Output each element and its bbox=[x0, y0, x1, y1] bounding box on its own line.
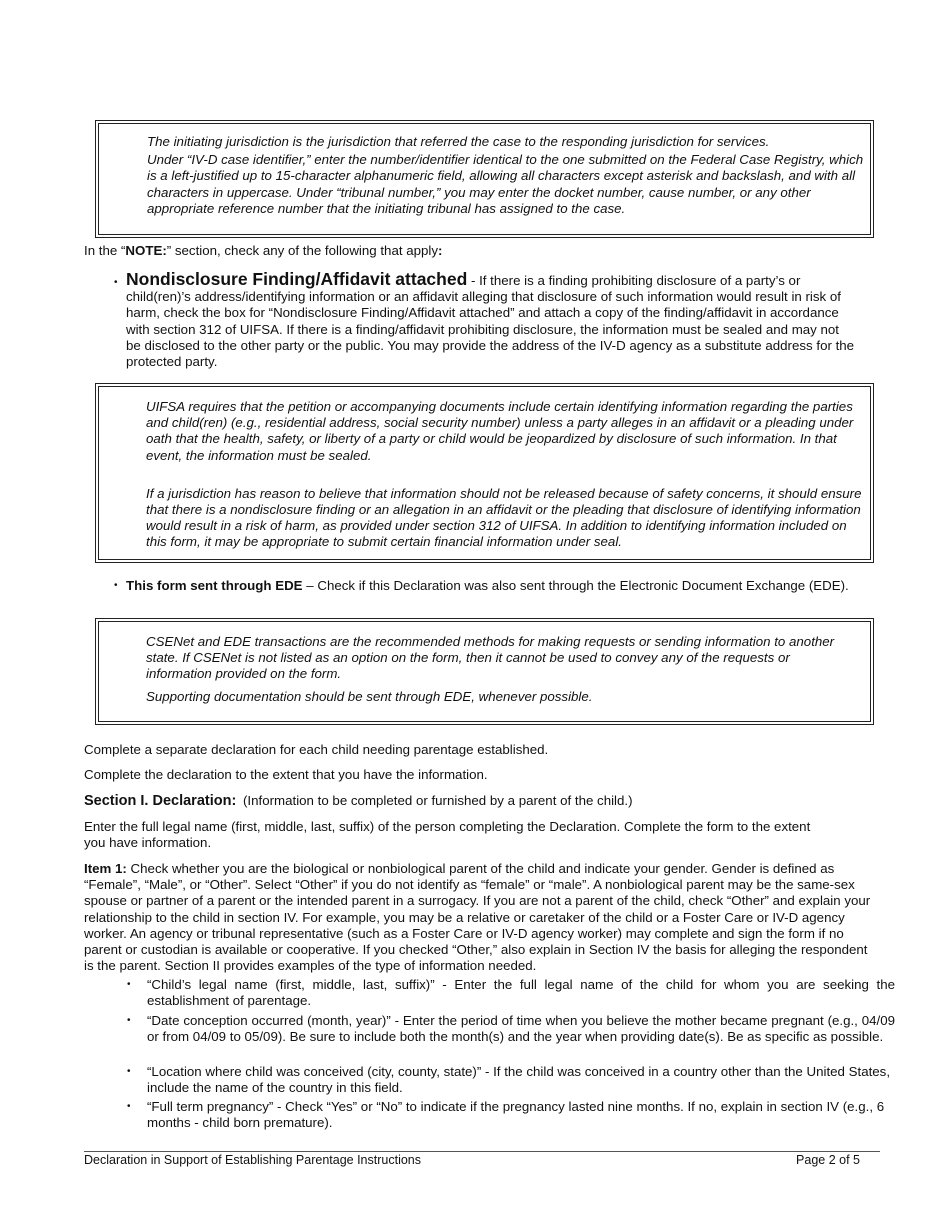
item-1-label: Item 1: bbox=[84, 861, 127, 876]
bullet-dot: • bbox=[114, 580, 118, 591]
footer-title: Declaration in Support of Establishing Parentage Instructions bbox=[84, 1153, 421, 1167]
box1-paragraph-2: Under “IV-D case identifier,” enter the number/identifier identical to the one submitted on the Federal Case Registry, which is a left-justified up to 15-character alphanumeric field, allowing all characters except asterisk and backslash, and with all characters in uppercase. Under “tribunal number,” you may enter the docket number, cause number, or any other appropriate reference number that the initiating tribunal has assigned to the case. bbox=[147, 152, 864, 216]
box2-paragraph-1: UIFSA requires that the petition or accompanying documents include certain identifying information regarding the parties and child(ren) (e.g., residential address, social security number) unless a party alleges in an affidavit or a pleading under oath that the health, safety, or liberty of a party or child would be jeopardized by disclosure of such information. In that event, the information must be sealed. bbox=[146, 399, 854, 463]
box1-paragraph-1: The initiating jurisdiction is the jurisdiction that referred the case to the responding jurisdiction for services. bbox=[147, 134, 770, 149]
enter-full-name-instruction: Enter the full legal name (first, middle, last, suffix) of the person completing the Declaration. Complete the form to the extent you have information. bbox=[84, 819, 811, 851]
document-page: The initiating jurisdiction is the jurisdiction that referred the case to the responding jurisdiction for services. Under “IV-D case identifier,” enter the number/identifier identical to the one submitted on the Federal Case Registry, which is a left-justified up to 15-character alphanumeric field, allowing all characters except asterisk and backslash, and with all characters in uppercase. Under “tribunal number,” you may enter the docket number, cause number, or any other appropriate reference number that the initiating tribunal has assigned to the case. In the “NOTE:” section, check any of the following that apply: • Nondisclosure Finding/Affidavit attached - If there is a finding prohibiting disclosure of a party’s or child(ren)’s address/identifying information or an affidavit alleging that disclosure of such information would result in risk of harm, check the box for “Nondisclosure Finding/Affidavit attached” and attach a copy of the finding/affidavit in accordance with section 312 of UIFSA. If there is a finding/affidavit prohibiting disclosure, the information must be sealed and may not be disclosed to the other party or the public. You may provide the address of the IV-D agency as a substitute address for the protected party. UIFSA requires that the petition or accompanying documents include certain identifying information regarding the parties and child(ren) (e.g., residential address, social security number) unless a party alleges in an affidavit or a pleading under oath that the health, safety, or liberty of a party or child would be jeopardized by disclosure of such information. In that event, the information must be sealed. If a jurisdiction has reason to believe that information should not be released because of safety concerns, it should ensure that there is a nondisclosure finding or an allegation in an affidavit or the pleading that disclosure of identifying information would result in a risk of harm, as provided under section 312 of UIFSA. In addition to identifying information included on this form, it may be appropriate to submit certain financial information under seal. • This form sent through EDE – Check if this Declaration was also sent through the Electronic Document Exchange (EDE). CSENet and EDE transactions are the recommended methods for making requests or sending information to another state. If CSENet is not listed as an option on the form, then it cannot be used to convey any of the requests or information provided on the form. Supporting documentation should be sent through EDE, whenever possible. Complete a separate declaration for each child needing parentage established. Complete the declaration to the extent that you have the information. Section I. Declaration: (Information to be completed or furnished by a parent of the child.) Enter the full legal name (first, middle, last, suffix) of the person completing the Declaration. Complete the form to the extent you have information. Item 1: Check whether you are the biological or nonbiological parent of the child and indicate your gender. Gender is defined as “Female”, “Male”, or “Other”. Select “Other” if you do not identify as “female” or “male”. A nonbiological parent may be the same-sex spouse or partner of a parent or the intended parent in a surrogacy. If you are not a parent of the child, check “Other” and explain your relationship to the child in section IV. For example, you may be a relative or caretaker of the child or a Foster Care or IV-D agency worker. An agency or tribunal representative (such as a Foster Care or IV-D agency worker) may complete and sign the form if no parent or custodian is available or cooperative. If you checked “Other,” also explain in Section IV the basis for alleging the respondent is the parent. Section II provides examples of the type of information needed. • “Child’s legal name (first, middle, last, suffix)” - Enter the full legal name of the child for whom you are seeking the establishment of parentage. • “Date conception occurred (month, year)” - Enter the period of time when you believe the mother became pregnant (e.g., 04/09 or from 04/09 to 05/09). Be sure to include both the month(s) and the year when providing date(s). Be as specific as possible. • “Location where child was conceived (city, county, state)” - If the child was conceived in a country other than the United States, include the name of the country in this field. • “Full term pregnancy” - Check “Yes” or “No” to indicate if the pregnancy lasted nine months. If no, explain in section IV (e.g., 6 months - child born premature). Declaration in Support of Establishing Parentage Instructions Page 2 of 5 bbox=[0, 0, 950, 1230]
note-section-intro: In the “NOTE:” section, check any of the following that apply: bbox=[84, 243, 443, 258]
box3-paragraph-2: Supporting documentation should be sent through EDE, whenever possible. bbox=[146, 688, 593, 704]
ede-text: – Check if this Declaration was also sent through the Electronic Document Exchange (EDE). bbox=[302, 578, 849, 593]
box3-paragraph-1: CSENet and EDE transactions are the recommended methods for making requests or sending information to another state. If CSENet is not listed as an option on the form, then it cannot be used to convey any of the requests or information provided on the form. bbox=[146, 634, 835, 682]
nondisclosure-title: Nondisclosure Finding/Affidavit attached bbox=[126, 269, 468, 289]
instruction-separate-declaration: Complete a separate declaration for each child needing parentage established. bbox=[84, 742, 549, 757]
bullet-dot: • bbox=[114, 277, 118, 288]
section-1-title: Section I. Declaration: bbox=[84, 793, 237, 809]
nondisclosure-text: - If there is a finding prohibiting disclosure of a party’s or child(ren)’s address/identifying information or an affidavit alleging that disclosure of such information would result in risk of harm, check the box for “Nondisclosure Finding/Affidavit attached” and attach a copy of the finding/affidavit in accordance with section 312 of UIFSA. If there is a finding/affidavit prohibiting disclosure, the information must be sealed and may not be disclosed to the other party or the public. You may provide the address of the IV-D agency as a substitute address for the protected party. bbox=[126, 273, 855, 370]
item-1-paragraph bbox=[84, 861, 880, 974]
note-box-uifsa bbox=[95, 383, 874, 563]
instruction-extent: Complete the declaration to the extent that you have the information. bbox=[84, 767, 488, 782]
box2-paragraph-2: If a jurisdiction has reason to believe that information should not be released because of safety concerns, it should ensure that there is a nondisclosure finding or an allegation in an affidavit or the pleading that disclosure of identifying information would result in a risk of harm, as provided under section 312 of UIFSA. In addition to identifying information included on this form, it may be appropriate to submit certain financial information under seal. bbox=[146, 485, 862, 550]
footer-page-number: Page 2 of 5 bbox=[796, 1153, 860, 1167]
ede-title: This form sent through EDE bbox=[126, 578, 303, 593]
footer-divider bbox=[84, 1151, 880, 1152]
note-box-csenet bbox=[95, 618, 874, 725]
note-box-jurisdiction bbox=[95, 120, 874, 238]
section-1-subtitle: (Information to be completed or furnished by a parent of the child.) bbox=[243, 793, 633, 808]
section-1-heading bbox=[84, 793, 633, 809]
item-1-text: Check whether you are the biological or nonbiological parent of the child and indicate your gender. Gender is defined as “Female”, “Male”, or “Other”. Select “Other” if you do not identify as “female” or “male”. A nonbiological parent may be the same-sex spouse or partner of a parent or the intended parent in a surrogacy. If you are not a parent of the child, check “Other” and explain your relationship to the child in section IV. For example, you may be a relative or caretaker of the child or a Foster Care or IV-D agency worker. An agency or tribunal representative (such as a Foster Care or IV-D agency worker) may complete and sign the form if no parent or custodian is available or cooperative. If you checked “Other,” also explain in Section IV the basis for alleging the respondent is the parent. Section II provides examples of the type of information needed. bbox=[84, 861, 871, 974]
